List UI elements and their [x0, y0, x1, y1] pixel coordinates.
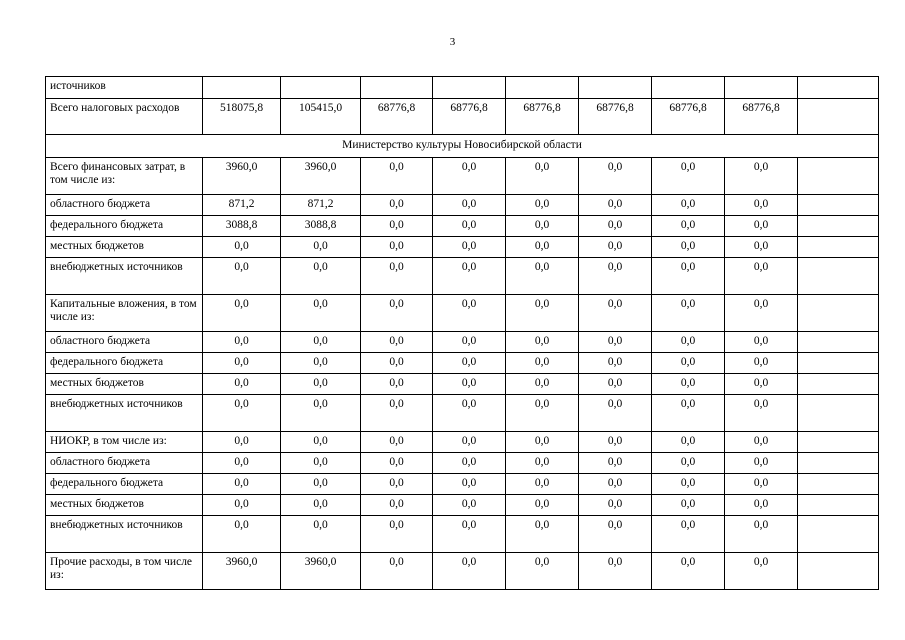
value-cell: 518075,8	[203, 99, 281, 135]
value-cell: 68776,8	[579, 99, 652, 135]
value-cell: 3960,0	[281, 157, 361, 194]
value-cell: 0,0	[579, 257, 652, 294]
value-cell: 68776,8	[433, 99, 506, 135]
value-cell	[579, 77, 652, 99]
value-cell	[203, 77, 281, 99]
value-cell: 0,0	[203, 294, 281, 331]
table-row	[46, 552, 879, 589]
value-cell: 0,0	[281, 294, 361, 331]
value-cell: 0,0	[361, 473, 433, 494]
value-cell: 68776,8	[652, 99, 725, 135]
empty-cell	[798, 294, 879, 331]
empty-cell	[798, 352, 879, 373]
value-cell: 105415,0	[281, 99, 361, 135]
value-cell: 0,0	[579, 431, 652, 452]
value-cell: 0,0	[725, 215, 798, 236]
value-cell: 0,0	[725, 236, 798, 257]
table-row	[46, 452, 879, 473]
value-cell	[652, 77, 725, 99]
empty-cell	[798, 515, 879, 552]
row-label: источников	[46, 77, 203, 99]
value-cell: 0,0	[361, 236, 433, 257]
value-cell: 0,0	[203, 473, 281, 494]
empty-cell	[798, 99, 879, 135]
empty-cell	[798, 331, 879, 352]
value-cell: 0,0	[506, 452, 579, 473]
value-cell: 0,0	[725, 515, 798, 552]
empty-cell	[798, 452, 879, 473]
value-cell	[725, 77, 798, 99]
value-cell: 0,0	[281, 494, 361, 515]
value-cell: 0,0	[725, 431, 798, 452]
value-cell: 0,0	[725, 373, 798, 394]
value-cell: 0,0	[203, 373, 281, 394]
value-cell: 0,0	[725, 294, 798, 331]
empty-cell	[798, 194, 879, 215]
value-cell: 0,0	[652, 352, 725, 373]
value-cell: 0,0	[203, 257, 281, 294]
value-cell: 0,0	[361, 373, 433, 394]
value-cell: 0,0	[506, 215, 579, 236]
value-cell: 0,0	[203, 331, 281, 352]
value-cell: 0,0	[725, 194, 798, 215]
value-cell: 0,0	[579, 215, 652, 236]
value-cell: 0,0	[433, 215, 506, 236]
value-cell: 0,0	[361, 294, 433, 331]
value-cell: 0,0	[725, 394, 798, 431]
table-row	[46, 473, 879, 494]
value-cell: 871,2	[203, 194, 281, 215]
row-label: местных бюджетов	[46, 373, 203, 394]
value-cell: 0,0	[361, 194, 433, 215]
row-label: Всего налоговых расходов	[46, 99, 203, 135]
value-cell: 0,0	[361, 552, 433, 589]
value-cell: 0,0	[203, 431, 281, 452]
value-cell: 0,0	[725, 157, 798, 194]
value-cell: 0,0	[281, 257, 361, 294]
row-label: областного бюджета	[46, 452, 203, 473]
table-row	[46, 331, 879, 352]
value-cell: 0,0	[652, 331, 725, 352]
row-label: федерального бюджета	[46, 473, 203, 494]
row-label: внебюджетных источников	[46, 515, 203, 552]
row-label: Капитальные вложения, в том числе из:	[46, 294, 203, 331]
table-row	[46, 373, 879, 394]
value-cell	[281, 77, 361, 99]
value-cell: 3088,8	[281, 215, 361, 236]
value-cell: 0,0	[433, 157, 506, 194]
empty-cell	[798, 494, 879, 515]
value-cell: 0,0	[281, 452, 361, 473]
value-cell: 0,0	[281, 431, 361, 452]
value-cell: 0,0	[579, 373, 652, 394]
value-cell: 0,0	[433, 257, 506, 294]
value-cell: 0,0	[579, 352, 652, 373]
value-cell: 3960,0	[203, 157, 281, 194]
value-cell: 0,0	[506, 194, 579, 215]
value-cell: 0,0	[652, 515, 725, 552]
value-cell: 0,0	[433, 431, 506, 452]
table-row	[46, 515, 879, 552]
value-cell: 0,0	[652, 215, 725, 236]
value-cell: 0,0	[433, 373, 506, 394]
value-cell: 0,0	[281, 394, 361, 431]
value-cell: 0,0	[579, 552, 652, 589]
table-row	[46, 494, 879, 515]
value-cell: 0,0	[203, 352, 281, 373]
value-cell: 0,0	[433, 394, 506, 431]
value-cell: 0,0	[506, 294, 579, 331]
value-cell: 0,0	[433, 552, 506, 589]
empty-cell	[798, 236, 879, 257]
table-body	[46, 77, 879, 590]
value-cell: 0,0	[506, 331, 579, 352]
row-label: федерального бюджета	[46, 215, 203, 236]
value-cell: 0,0	[506, 373, 579, 394]
value-cell: 0,0	[433, 352, 506, 373]
value-cell: 0,0	[506, 473, 579, 494]
row-label: Всего финансовых затрат, в том числе из:	[46, 157, 203, 194]
value-cell: 0,0	[725, 473, 798, 494]
table-row	[46, 99, 879, 135]
value-cell: 0,0	[579, 236, 652, 257]
table-row	[46, 215, 879, 236]
value-cell: 3960,0	[203, 552, 281, 589]
value-cell: 0,0	[579, 494, 652, 515]
value-cell: 0,0	[361, 257, 433, 294]
table-row	[46, 394, 879, 431]
value-cell: 0,0	[433, 194, 506, 215]
value-cell: 0,0	[652, 236, 725, 257]
row-label: внебюджетных источников	[46, 394, 203, 431]
value-cell: 0,0	[652, 194, 725, 215]
empty-cell	[798, 473, 879, 494]
value-cell: 0,0	[725, 552, 798, 589]
table-row	[46, 77, 879, 99]
value-cell: 0,0	[281, 352, 361, 373]
value-cell: 0,0	[433, 236, 506, 257]
empty-cell	[798, 215, 879, 236]
row-label: местных бюджетов	[46, 494, 203, 515]
value-cell: 0,0	[203, 236, 281, 257]
value-cell	[433, 77, 506, 99]
value-cell: 0,0	[652, 157, 725, 194]
value-cell: 0,0	[579, 473, 652, 494]
section-header-row	[46, 135, 879, 158]
empty-cell	[798, 257, 879, 294]
value-cell: 0,0	[361, 352, 433, 373]
table-row	[46, 431, 879, 452]
value-cell: 0,0	[652, 473, 725, 494]
value-cell: 0,0	[579, 294, 652, 331]
empty-cell	[798, 394, 879, 431]
value-cell: 0,0	[281, 373, 361, 394]
value-cell: 0,0	[361, 452, 433, 473]
value-cell: 0,0	[652, 452, 725, 473]
value-cell: 0,0	[506, 352, 579, 373]
value-cell: 0,0	[433, 515, 506, 552]
value-cell: 68776,8	[361, 99, 433, 135]
table-row	[46, 294, 879, 331]
row-label: НИОКР, в том числе из:	[46, 431, 203, 452]
row-label: областного бюджета	[46, 331, 203, 352]
value-cell: 0,0	[361, 157, 433, 194]
empty-cell	[798, 552, 879, 589]
empty-cell	[798, 77, 879, 99]
value-cell: 68776,8	[725, 99, 798, 135]
page-number: 3	[449, 36, 456, 48]
value-cell: 0,0	[433, 473, 506, 494]
row-label: внебюджетных источников	[46, 257, 203, 294]
section-title: Министерство культуры Новосибирской области	[46, 135, 879, 158]
value-cell: 0,0	[361, 394, 433, 431]
value-cell: 0,0	[506, 515, 579, 552]
value-cell	[506, 77, 579, 99]
table-row	[46, 157, 879, 194]
row-label: местных бюджетов	[46, 236, 203, 257]
value-cell: 0,0	[652, 552, 725, 589]
value-cell: 0,0	[652, 431, 725, 452]
row-label: областного бюджета	[46, 194, 203, 215]
value-cell: 0,0	[652, 394, 725, 431]
value-cell: 0,0	[203, 394, 281, 431]
value-cell: 0,0	[579, 394, 652, 431]
empty-cell	[798, 431, 879, 452]
row-label: Прочие расходы, в том числе из:	[46, 552, 203, 589]
value-cell: 0,0	[506, 157, 579, 194]
table-row	[46, 257, 879, 294]
value-cell: 0,0	[579, 331, 652, 352]
value-cell: 0,0	[433, 331, 506, 352]
value-cell: 0,0	[506, 394, 579, 431]
table-row	[46, 352, 879, 373]
value-cell: 0,0	[506, 236, 579, 257]
value-cell: 0,0	[281, 473, 361, 494]
value-cell: 871,2	[281, 194, 361, 215]
value-cell: 68776,8	[506, 99, 579, 135]
value-cell: 0,0	[281, 515, 361, 552]
value-cell: 0,0	[725, 331, 798, 352]
value-cell	[361, 77, 433, 99]
budget-table	[45, 76, 879, 590]
value-cell: 0,0	[281, 236, 361, 257]
value-cell: 0,0	[725, 257, 798, 294]
value-cell: 0,0	[433, 494, 506, 515]
value-cell: 0,0	[652, 494, 725, 515]
value-cell: 0,0	[361, 431, 433, 452]
value-cell: 0,0	[725, 494, 798, 515]
table-row	[46, 236, 879, 257]
value-cell: 0,0	[433, 294, 506, 331]
value-cell: 3088,8	[203, 215, 281, 236]
value-cell: 0,0	[361, 494, 433, 515]
value-cell: 0,0	[506, 431, 579, 452]
value-cell: 0,0	[579, 515, 652, 552]
value-cell: 0,0	[433, 452, 506, 473]
value-cell: 0,0	[652, 294, 725, 331]
value-cell: 0,0	[361, 515, 433, 552]
value-cell: 0,0	[652, 373, 725, 394]
value-cell: 0,0	[725, 352, 798, 373]
value-cell: 0,0	[579, 452, 652, 473]
empty-cell	[798, 373, 879, 394]
value-cell: 0,0	[725, 452, 798, 473]
value-cell: 0,0	[506, 257, 579, 294]
value-cell: 0,0	[281, 331, 361, 352]
value-cell: 0,0	[203, 515, 281, 552]
value-cell: 3960,0	[281, 552, 361, 589]
row-label: федерального бюджета	[46, 352, 203, 373]
value-cell: 0,0	[203, 494, 281, 515]
value-cell: 0,0	[203, 452, 281, 473]
value-cell: 0,0	[506, 494, 579, 515]
table-row	[46, 194, 879, 215]
value-cell: 0,0	[579, 157, 652, 194]
value-cell: 0,0	[652, 257, 725, 294]
value-cell: 0,0	[506, 552, 579, 589]
value-cell: 0,0	[361, 215, 433, 236]
value-cell: 0,0	[361, 331, 433, 352]
empty-cell	[798, 157, 879, 194]
value-cell: 0,0	[579, 194, 652, 215]
